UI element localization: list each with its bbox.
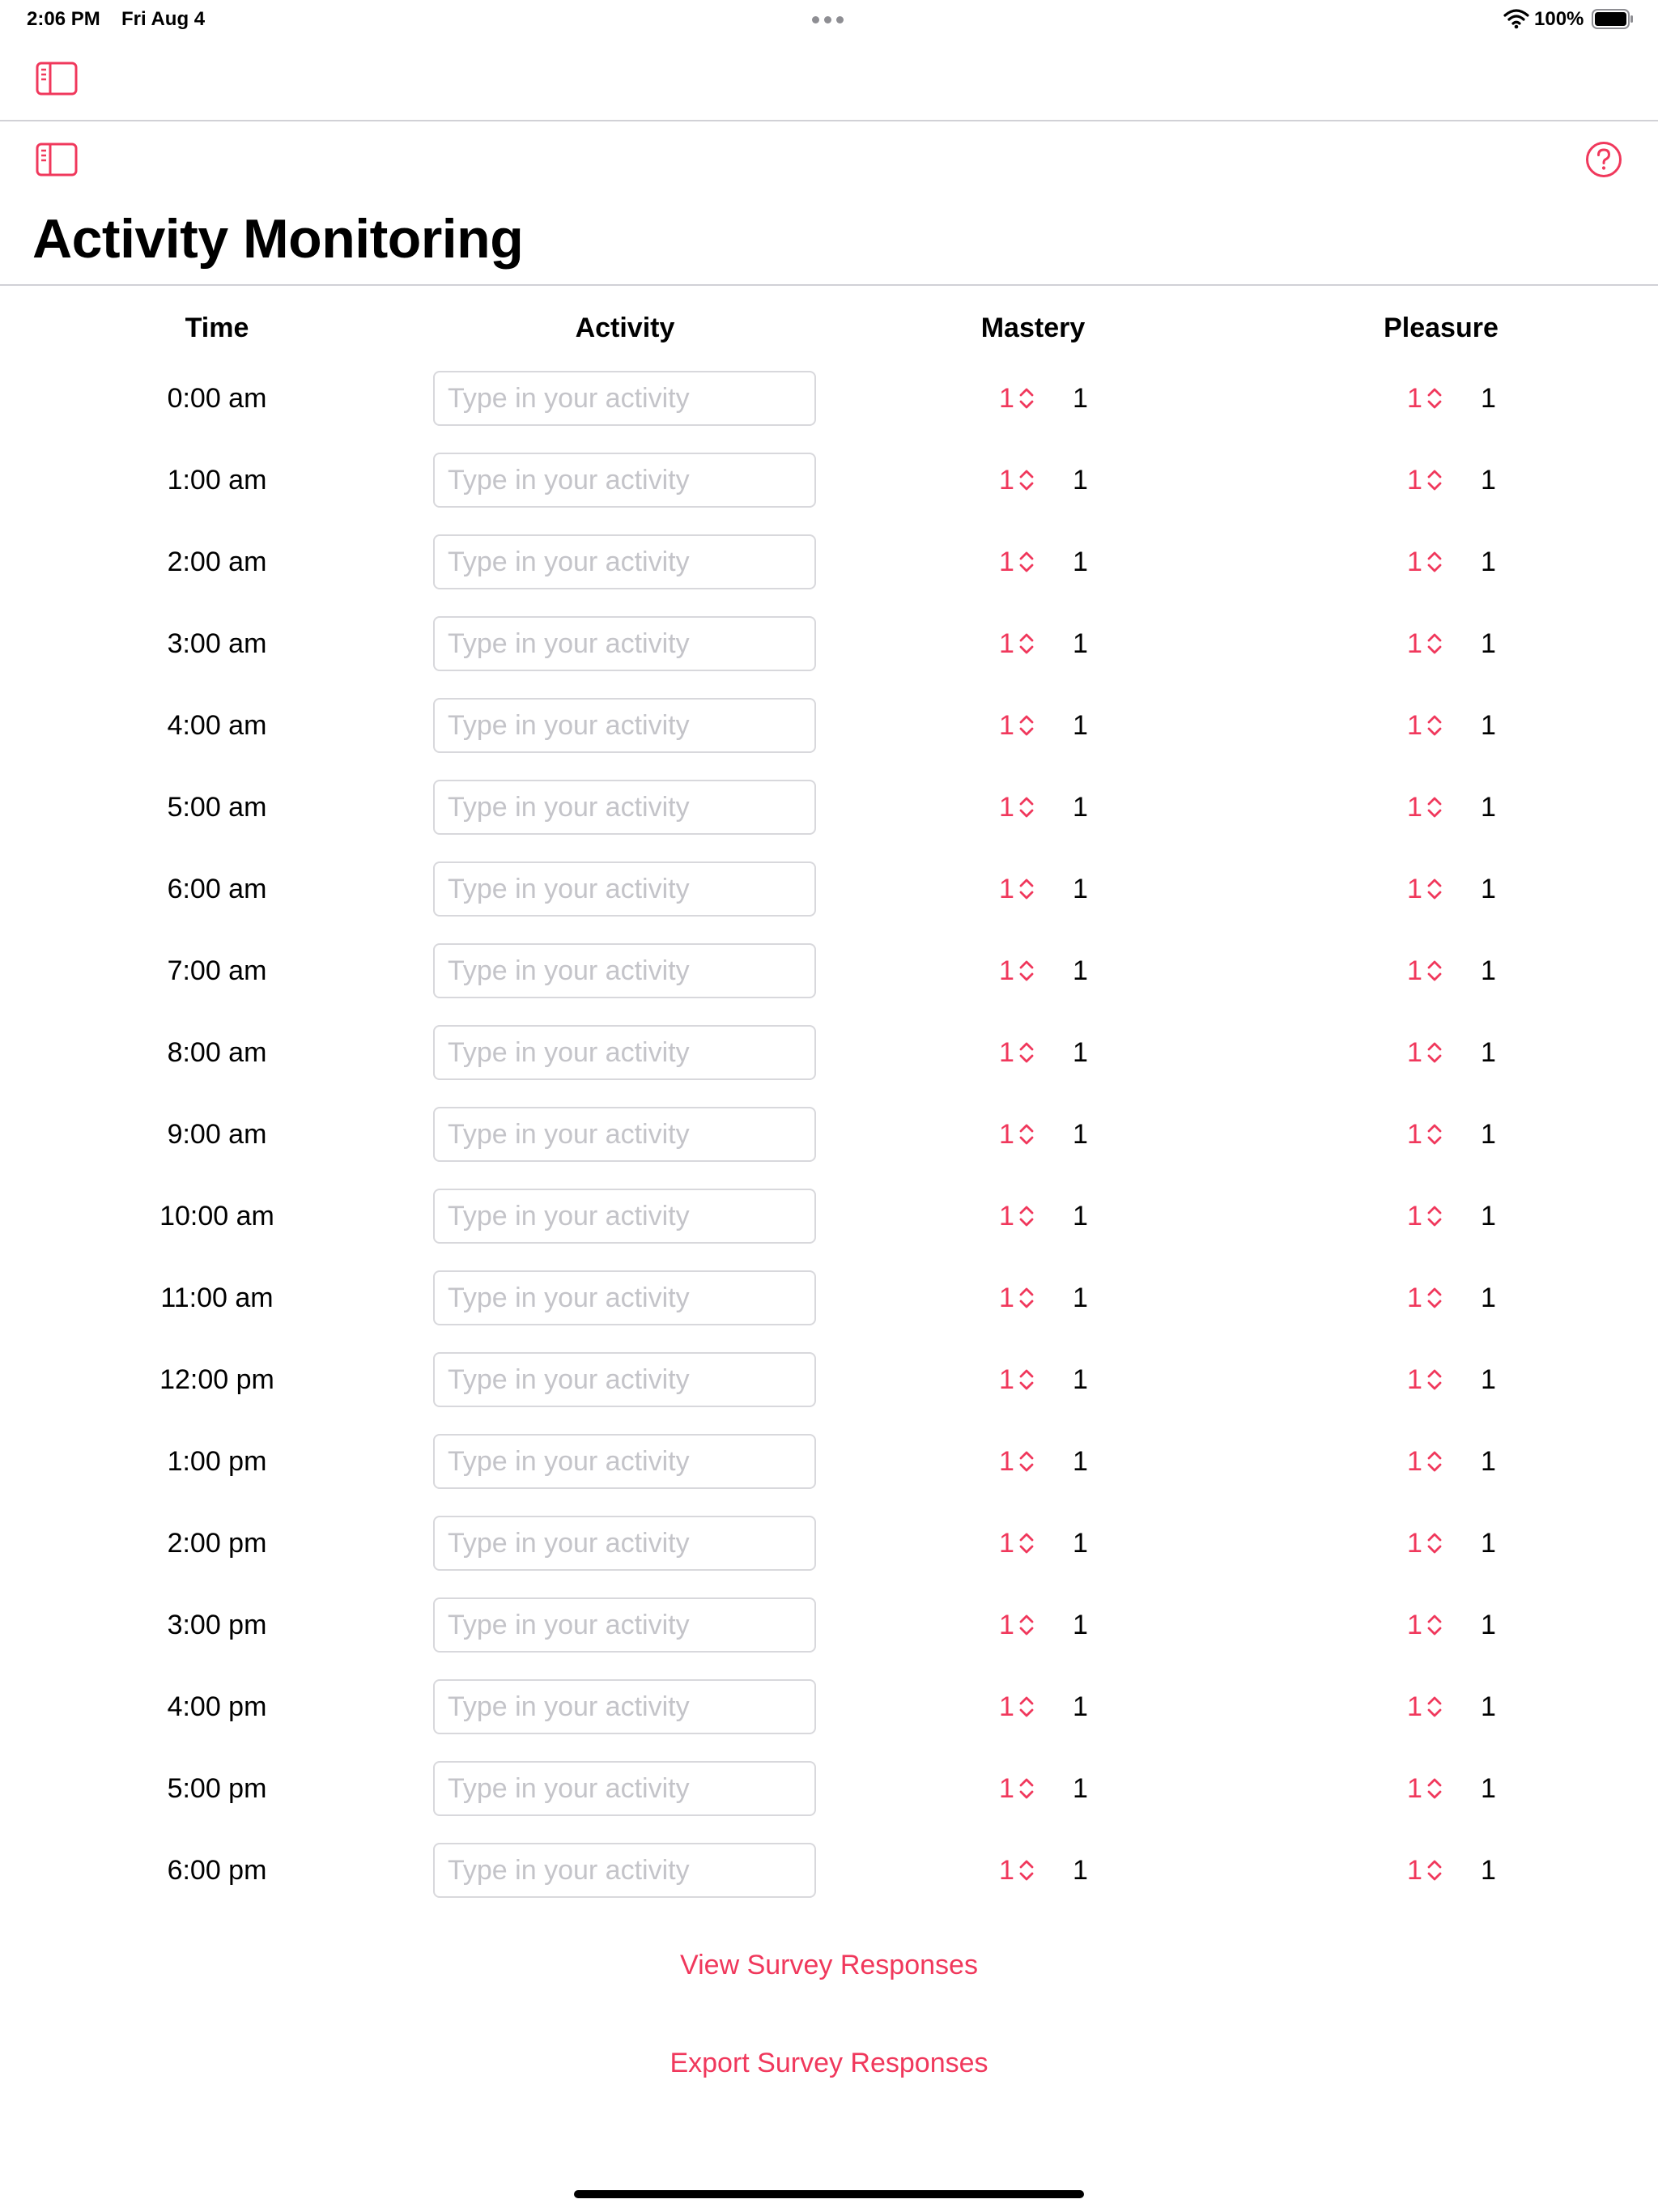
up-down-chevron-icon [1426, 1449, 1443, 1474]
time-label: 2:00 am [167, 547, 267, 577]
pleasure-value: 1 [1481, 1855, 1496, 1886]
up-down-chevron-icon [1426, 959, 1443, 983]
mastery-picker-value: 1 [999, 1609, 1014, 1640]
time-label: 4:00 am [167, 710, 267, 741]
up-down-chevron-icon [1018, 1449, 1035, 1474]
pleasure-value: 1 [1481, 792, 1496, 823]
pleasure-picker-value: 1 [1407, 1527, 1422, 1559]
pleasure-picker[interactable] [1407, 1516, 1443, 1571]
mastery-picker[interactable] [999, 1761, 1035, 1816]
activity-input[interactable] [433, 1107, 816, 1162]
activity-input[interactable] [433, 943, 816, 998]
up-down-chevron-icon [1426, 1204, 1443, 1228]
table-row [0, 1843, 1658, 1925]
time-label: 5:00 am [167, 792, 267, 823]
mastery-picker[interactable] [999, 1434, 1035, 1489]
column-header-time: Time [185, 313, 249, 343]
mastery-picker[interactable] [999, 453, 1035, 508]
mastery-picker[interactable] [999, 1843, 1035, 1898]
time-label: 0:00 am [167, 383, 267, 414]
pleasure-picker-value: 1 [1407, 627, 1422, 659]
mastery-picker[interactable] [999, 698, 1035, 753]
table-row [0, 1189, 1658, 1270]
pleasure-value: 1 [1481, 547, 1496, 577]
home-indicator[interactable] [574, 2190, 1084, 2198]
pleasure-picker[interactable] [1407, 1270, 1443, 1325]
pleasure-value: 1 [1481, 1610, 1496, 1640]
mastery-picker[interactable] [999, 1270, 1035, 1325]
mastery-picker-value: 1 [999, 791, 1014, 823]
activity-input[interactable] [433, 1679, 816, 1734]
up-down-chevron-icon [1426, 877, 1443, 901]
pleasure-picker-value: 1 [1407, 546, 1422, 577]
pleasure-value: 1 [1481, 1446, 1496, 1477]
pleasure-picker[interactable] [1407, 1679, 1443, 1734]
pleasure-picker[interactable] [1407, 616, 1443, 671]
up-down-chevron-icon [1426, 386, 1443, 410]
pleasure-picker-value: 1 [1407, 1772, 1422, 1804]
wifi-icon [1503, 8, 1529, 29]
battery-icon [1592, 9, 1634, 29]
activity-input[interactable] [433, 1025, 816, 1080]
activity-input[interactable] [433, 780, 816, 835]
up-down-chevron-icon [1018, 632, 1035, 656]
up-down-chevron-icon [1426, 1286, 1443, 1310]
mastery-picker[interactable] [999, 1516, 1035, 1571]
up-down-chevron-icon [1018, 1204, 1035, 1228]
page-title: Activity Monitoring [32, 208, 524, 270]
view-survey-responses-button[interactable]: View Survey Responses [680, 1950, 978, 1980]
mastery-value: 1 [1073, 792, 1088, 823]
pleasure-picker-value: 1 [1407, 1363, 1422, 1395]
pleasure-value: 1 [1481, 874, 1496, 904]
mastery-picker[interactable] [999, 534, 1035, 589]
table-row [0, 1025, 1658, 1107]
up-down-chevron-icon [1426, 1695, 1443, 1719]
table-row [0, 1434, 1658, 1516]
mastery-value: 1 [1073, 547, 1088, 577]
activity-input[interactable] [433, 453, 816, 508]
pleasure-picker-value: 1 [1407, 955, 1422, 986]
pleasure-value: 1 [1481, 1037, 1496, 1068]
pleasure-picker-value: 1 [1407, 1282, 1422, 1313]
activity-input[interactable] [433, 616, 816, 671]
time-label: 9:00 am [167, 1119, 267, 1150]
up-down-chevron-icon [1426, 550, 1443, 574]
time-label: 8:00 am [167, 1037, 267, 1068]
mastery-picker[interactable] [999, 1679, 1035, 1734]
activity-input[interactable] [433, 1516, 816, 1571]
pleasure-picker-value: 1 [1407, 1854, 1422, 1886]
mastery-value: 1 [1073, 1201, 1088, 1231]
mastery-picker-value: 1 [999, 873, 1014, 904]
activity-input[interactable] [433, 534, 816, 589]
mastery-picker[interactable] [999, 1189, 1035, 1244]
up-down-chevron-icon [1018, 1531, 1035, 1555]
activity-input[interactable] [433, 1352, 816, 1407]
mastery-picker[interactable] [999, 371, 1035, 426]
mastery-picker-value: 1 [999, 1445, 1014, 1477]
up-down-chevron-icon [1426, 468, 1443, 492]
export-survey-responses-button[interactable]: Export Survey Responses [670, 2048, 988, 2078]
up-down-chevron-icon [1018, 1122, 1035, 1146]
table-row [0, 780, 1658, 861]
pleasure-picker-value: 1 [1407, 464, 1422, 496]
mastery-value: 1 [1073, 1610, 1088, 1640]
up-down-chevron-icon [1426, 1040, 1443, 1065]
activity-input[interactable] [433, 1761, 816, 1816]
pleasure-value: 1 [1481, 1528, 1496, 1559]
table-row [0, 1516, 1658, 1597]
up-down-chevron-icon [1018, 386, 1035, 410]
pleasure-picker[interactable] [1407, 371, 1443, 426]
activity-input[interactable] [433, 1843, 816, 1898]
pleasure-value: 1 [1481, 1201, 1496, 1231]
pleasure-picker[interactable] [1407, 453, 1443, 508]
table-row [0, 1597, 1658, 1679]
mastery-value: 1 [1073, 1773, 1088, 1804]
time-label: 3:00 am [167, 628, 267, 659]
up-down-chevron-icon [1426, 713, 1443, 738]
mastery-picker[interactable] [999, 1352, 1035, 1407]
sidebar-toggle-icon[interactable] [36, 62, 78, 96]
mastery-value: 1 [1073, 710, 1088, 741]
time-label: 3:00 pm [167, 1610, 267, 1640]
mastery-picker[interactable] [999, 1597, 1035, 1653]
up-down-chevron-icon [1426, 1368, 1443, 1392]
pleasure-picker[interactable] [1407, 1434, 1443, 1489]
time-label: 10:00 am [159, 1201, 274, 1231]
mastery-value: 1 [1073, 1283, 1088, 1313]
time-label: 12:00 pm [159, 1364, 274, 1395]
up-down-chevron-icon [1426, 1531, 1443, 1555]
mastery-value: 1 [1073, 1528, 1088, 1559]
table-row [0, 1352, 1658, 1434]
activity-input[interactable] [433, 1270, 816, 1325]
mastery-picker-value: 1 [999, 546, 1014, 577]
mastery-value: 1 [1073, 628, 1088, 659]
mastery-value: 1 [1073, 465, 1088, 496]
up-down-chevron-icon [1018, 550, 1035, 574]
up-down-chevron-icon [1426, 1122, 1443, 1146]
pleasure-value: 1 [1481, 1773, 1496, 1804]
mastery-value: 1 [1073, 1691, 1088, 1722]
table-row [0, 1679, 1658, 1761]
pleasure-picker[interactable] [1407, 1025, 1443, 1080]
activity-input[interactable] [433, 1434, 816, 1489]
mastery-picker[interactable] [999, 943, 1035, 998]
pleasure-value: 1 [1481, 1364, 1496, 1395]
up-down-chevron-icon [1018, 1776, 1035, 1801]
pleasure-picker[interactable] [1407, 1107, 1443, 1162]
mastery-picker-value: 1 [999, 709, 1014, 741]
up-down-chevron-icon [1018, 1613, 1035, 1637]
mastery-picker-value: 1 [999, 955, 1014, 986]
table-row [0, 943, 1658, 1025]
table-row [0, 534, 1658, 616]
mastery-picker[interactable] [999, 616, 1035, 671]
time-label: 11:00 am [160, 1283, 274, 1313]
up-down-chevron-icon [1426, 1613, 1443, 1637]
activity-input[interactable] [433, 1189, 816, 1244]
pleasure-picker-value: 1 [1407, 1445, 1422, 1477]
up-down-chevron-icon [1018, 713, 1035, 738]
pleasure-value: 1 [1481, 465, 1496, 496]
status-date: Fri Aug 4 [121, 8, 206, 30]
table-row [0, 616, 1658, 698]
mastery-value: 1 [1073, 1364, 1088, 1395]
mastery-picker-value: 1 [999, 382, 1014, 414]
column-header-activity: Activity [575, 313, 675, 343]
pleasure-picker-value: 1 [1407, 382, 1422, 414]
pleasure-picker[interactable] [1407, 534, 1443, 589]
column-header-pleasure: Pleasure [1384, 313, 1499, 343]
pleasure-value: 1 [1481, 1119, 1496, 1150]
mastery-value: 1 [1073, 874, 1088, 904]
status-time: 2:06 PM [27, 8, 100, 30]
time-label: 5:00 pm [167, 1773, 267, 1804]
pleasure-picker-value: 1 [1407, 1036, 1422, 1068]
pleasure-value: 1 [1481, 1283, 1496, 1313]
mastery-picker-value: 1 [999, 464, 1014, 496]
activity-input[interactable] [433, 698, 816, 753]
mastery-picker-value: 1 [999, 1363, 1014, 1395]
mastery-picker-value: 1 [999, 1118, 1014, 1150]
toolbar-divider [0, 120, 1658, 121]
up-down-chevron-icon [1018, 1286, 1035, 1310]
battery-percentage: 100% [1534, 8, 1584, 30]
sidebar-toggle-icon[interactable] [36, 143, 78, 177]
up-down-chevron-icon [1426, 1858, 1443, 1882]
mastery-value: 1 [1073, 1119, 1088, 1150]
mastery-picker[interactable] [999, 780, 1035, 835]
time-label: 6:00 pm [167, 1855, 267, 1886]
mastery-picker-value: 1 [999, 1527, 1014, 1559]
mastery-picker-value: 1 [999, 1691, 1014, 1722]
table-row [0, 861, 1658, 943]
multitasking-dots-icon[interactable] [812, 16, 844, 23]
time-label: 6:00 am [167, 874, 267, 904]
up-down-chevron-icon [1018, 1368, 1035, 1392]
mastery-picker-value: 1 [999, 1854, 1014, 1886]
mastery-picker[interactable] [999, 1025, 1035, 1080]
pleasure-picker-value: 1 [1407, 1118, 1422, 1150]
pleasure-picker[interactable] [1407, 780, 1443, 835]
up-down-chevron-icon [1018, 468, 1035, 492]
up-down-chevron-icon [1426, 632, 1443, 656]
pleasure-picker-value: 1 [1407, 1609, 1422, 1640]
table-row [0, 453, 1658, 534]
table-row [0, 371, 1658, 453]
mastery-picker-value: 1 [999, 1772, 1014, 1804]
up-down-chevron-icon [1018, 1695, 1035, 1719]
pleasure-value: 1 [1481, 1691, 1496, 1722]
mastery-picker-value: 1 [999, 1282, 1014, 1313]
mastery-value: 1 [1073, 1855, 1088, 1886]
up-down-chevron-icon [1018, 877, 1035, 901]
time-label: 4:00 pm [167, 1691, 267, 1722]
up-down-chevron-icon [1018, 1858, 1035, 1882]
time-label: 2:00 pm [167, 1528, 267, 1559]
table-row [0, 1270, 1658, 1352]
activity-input[interactable] [433, 861, 816, 917]
mastery-picker-value: 1 [999, 1200, 1014, 1231]
mastery-value: 1 [1073, 383, 1088, 414]
time-label: 7:00 am [167, 955, 267, 986]
mastery-value: 1 [1073, 1446, 1088, 1477]
mastery-picker[interactable] [999, 861, 1035, 917]
pleasure-picker-value: 1 [1407, 709, 1422, 741]
table-row [0, 1761, 1658, 1843]
up-down-chevron-icon [1018, 1040, 1035, 1065]
title-divider [0, 284, 1658, 286]
mastery-picker-value: 1 [999, 1036, 1014, 1068]
pleasure-value: 1 [1481, 383, 1496, 414]
pleasure-picker-value: 1 [1407, 791, 1422, 823]
pleasure-picker[interactable] [1407, 861, 1443, 917]
table-row [0, 1107, 1658, 1189]
pleasure-value: 1 [1481, 710, 1496, 741]
pleasure-picker[interactable] [1407, 1597, 1443, 1653]
table-row [0, 698, 1658, 780]
pleasure-picker-value: 1 [1407, 873, 1422, 904]
pleasure-picker-value: 1 [1407, 1200, 1422, 1231]
pleasure-picker[interactable] [1407, 943, 1443, 998]
up-down-chevron-icon [1018, 795, 1035, 819]
mastery-value: 1 [1073, 955, 1088, 986]
time-label: 1:00 am [167, 465, 267, 496]
pleasure-picker[interactable] [1407, 1761, 1443, 1816]
column-header-mastery: Mastery [980, 313, 1086, 343]
pleasure-picker[interactable] [1407, 1352, 1443, 1407]
question-circle-icon[interactable] [1585, 141, 1622, 178]
time-label: 1:00 pm [167, 1446, 267, 1477]
mastery-picker[interactable] [999, 1107, 1035, 1162]
pleasure-picker[interactable] [1407, 1843, 1443, 1898]
activity-input[interactable] [433, 1597, 816, 1653]
pleasure-picker-value: 1 [1407, 1691, 1422, 1722]
pleasure-picker[interactable] [1407, 698, 1443, 753]
mastery-picker-value: 1 [999, 627, 1014, 659]
status-bar [0, 0, 1658, 39]
up-down-chevron-icon [1426, 1776, 1443, 1801]
up-down-chevron-icon [1018, 959, 1035, 983]
mastery-value: 1 [1073, 1037, 1088, 1068]
pleasure-value: 1 [1481, 955, 1496, 986]
activity-input[interactable] [433, 371, 816, 426]
up-down-chevron-icon [1426, 795, 1443, 819]
pleasure-picker[interactable] [1407, 1189, 1443, 1244]
pleasure-value: 1 [1481, 628, 1496, 659]
